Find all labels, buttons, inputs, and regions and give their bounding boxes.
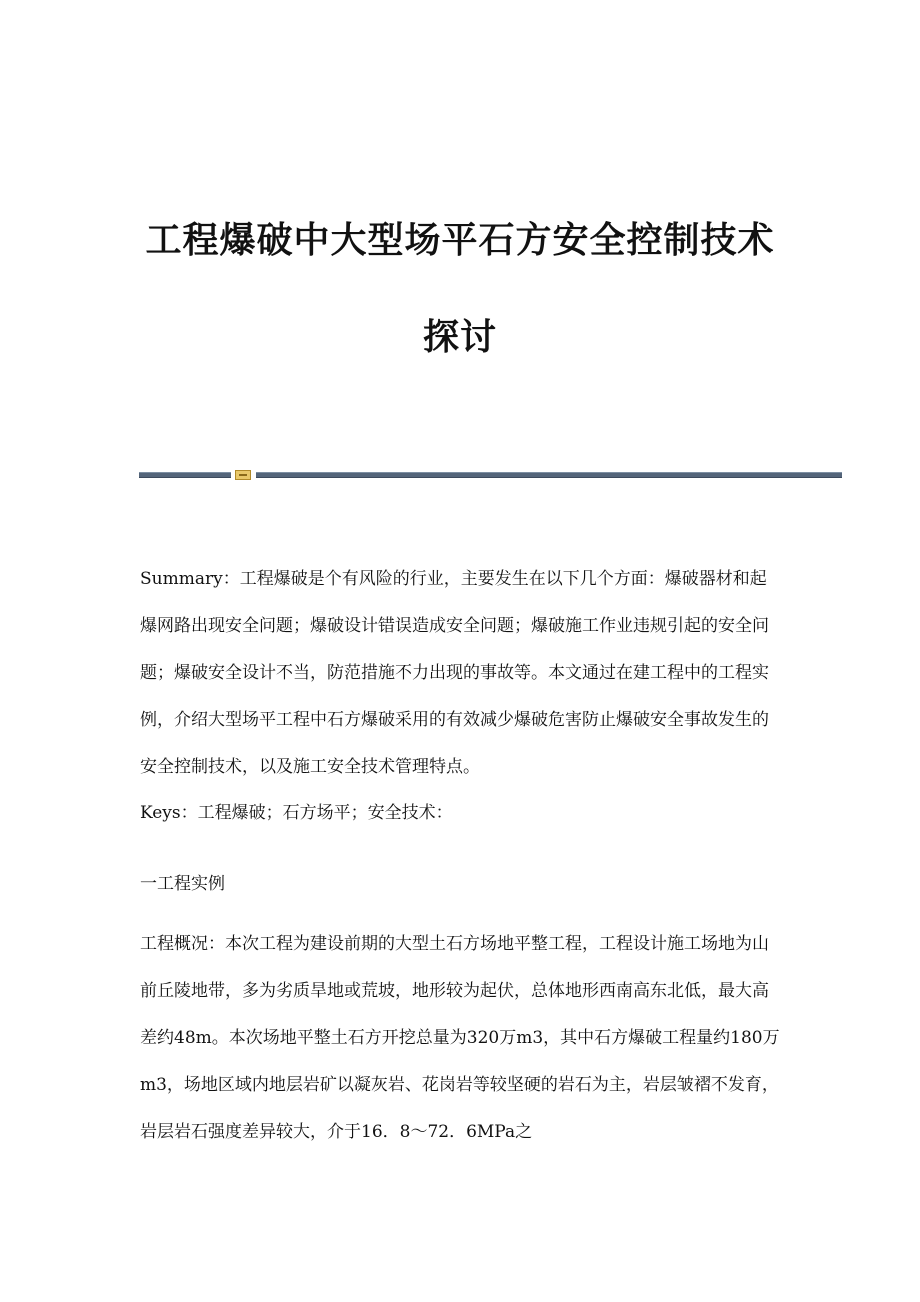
- section-heading: 一工程实例: [140, 874, 225, 894]
- divider-bar-right: [256, 472, 842, 478]
- document-title-line-1: 工程爆破中大型场平石方安全控制技术: [145, 220, 775, 261]
- keywords-paragraph: Keys：工程爆破；石方场平；安全技术：: [140, 803, 453, 823]
- overview-paragraph: 工程概况：本次工程为建设前期的大型土石方场地平整工程，工程设计施工场地为山前丘陵地带，多为劣质旱地或荒坡，地形较为起伏，总体地形西南高东北低，最大高差约48m。本次场地平整土石方开挖总量为320万m3，其中石方爆破工程量约180万m3，场地区域内地层岩矿以凝灰岩、花岗岩等较坚硬的岩石为主，岩层皱褶不发育，岩层岩石强度差异较大，介于16．8～72．6MPa之: [140, 934, 780, 1142]
- title-divider: [139, 470, 842, 480]
- document-title-line-2: 探讨: [422, 317, 497, 358]
- summary-paragraph: Summary：工程爆破是个有风险的行业，主要发生在以下几个方面：爆破器材和起爆网路出现安全问题；爆破设计错误造成安全问题；爆破施工作业违规引起的安全问题；爆破安全设计不当，防范措施不力出现的事故等。本文通过在建工程中的工程实例，介绍大型场平工程中石方爆破采用的有效减少爆破危害防止爆破安全事故发生的安全控制技术，以及施工安全技术管理特点。: [140, 569, 769, 777]
- divider-ornament-icon: [235, 470, 251, 480]
- divider-bar-left: [139, 472, 231, 478]
